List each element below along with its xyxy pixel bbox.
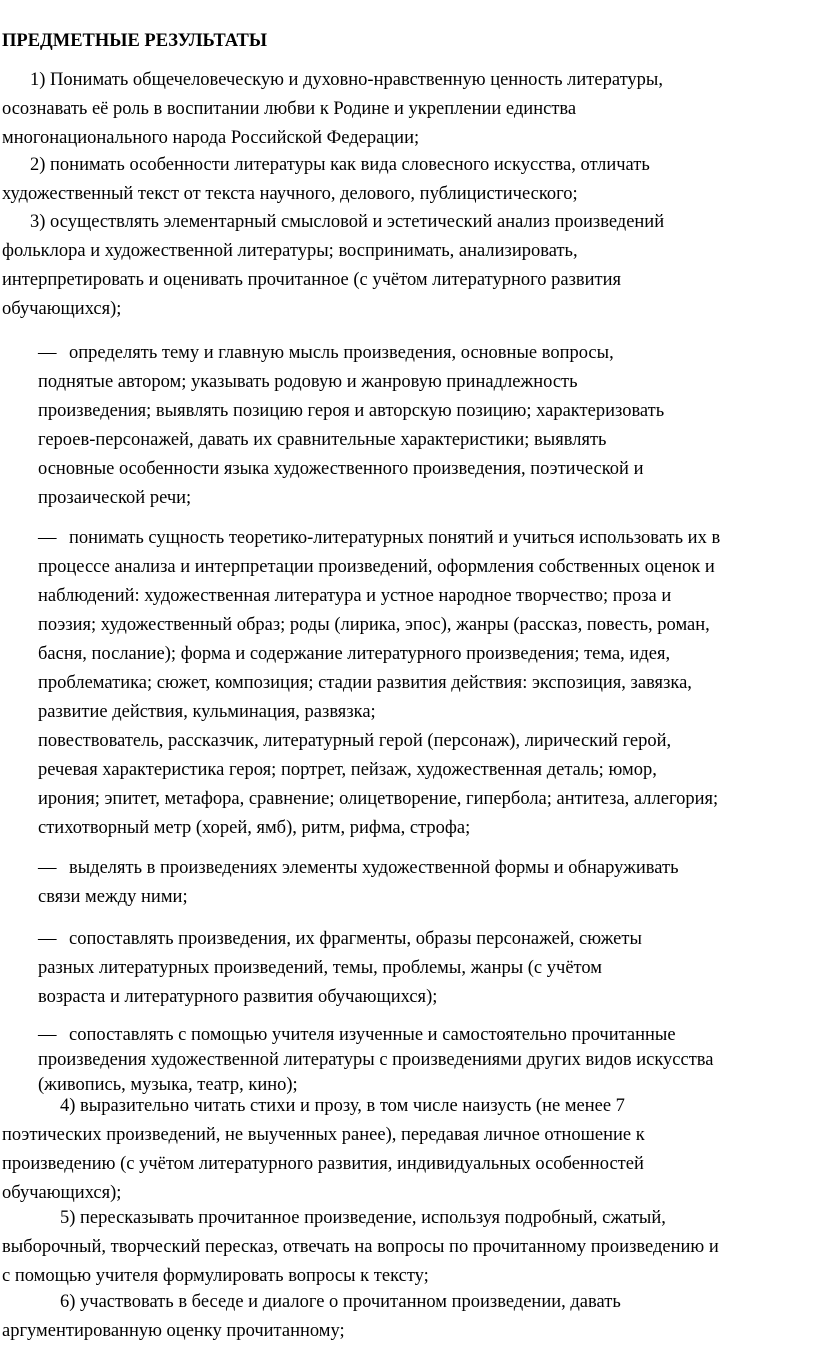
- bullet-line: возраста и литературного развития обучающихся);: [38, 987, 438, 1007]
- bullet-line: выделять в произведениях элементы художественной формы и обнаруживать: [69, 858, 679, 878]
- paragraph-line: с помощью учителя формулировать вопросы к тексту;: [2, 1266, 429, 1286]
- bullet-line: связи между ними;: [38, 887, 188, 907]
- paragraph-line: 6) участвовать в беседе и диалоге о прочитанном произведении, давать: [60, 1292, 621, 1312]
- paragraph-2: [2, 151, 814, 209]
- bullet-line: процессе анализа и интерпретации произведений, оформления собственных оценок и: [38, 557, 715, 577]
- dash-marker: —: [38, 929, 57, 949]
- paragraph-3: [2, 208, 814, 324]
- bullet-item-3: [38, 854, 814, 912]
- paragraph-line: поэтических произведений, не выученных ранее), передавая личное отношение к: [2, 1125, 645, 1145]
- bullet-line: сопоставлять с помощью учителя изученные и самостоятельно прочитанные: [69, 1025, 676, 1045]
- paragraph-line: обучающихся);: [2, 1183, 122, 1203]
- paragraph-4: [2, 1092, 814, 1208]
- bullet-item-2: [38, 524, 814, 843]
- paragraph-line: обучающихся);: [2, 299, 122, 319]
- bullet-line: повествователь, рассказчик, литературный герой (персонаж), лирический герой,: [38, 731, 672, 751]
- bullet-line: произведения; выявлять позицию героя и авторскую позицию; характеризовать: [38, 401, 665, 421]
- bullet-item-5: [38, 1021, 814, 1096]
- bullet-line: развитие действия, кульминация, развязка;: [38, 702, 376, 722]
- dash-marker: —: [38, 858, 57, 878]
- bullet-line: поднятые автором; указывать родовую и жанровую принадлежность: [38, 372, 578, 392]
- paragraph-line: осознавать её роль в воспитании любви к Родине и укреплении единства: [2, 99, 577, 119]
- bullet-line: стихотворный метр (хорей, ямб), ритм, рифма, строфа;: [38, 818, 471, 838]
- paragraph-line: 3) осуществлять элементарный смысловой и эстетический анализ произведений: [30, 212, 665, 232]
- dash-marker: —: [38, 343, 57, 363]
- paragraph-line: 1) Понимать общечеловеческую и духовно-нравственную ценность литературы,: [30, 70, 663, 90]
- bullet-line: проблематика; сюжет, композиция; стадии развития действия: экспозиция, завязка,: [38, 673, 692, 693]
- paragraph-line: художественный текст от текста научного, делового, публицистического;: [2, 184, 578, 204]
- bullet-line: речевая характеристика героя; портрет, пейзаж, художественная деталь; юмор,: [38, 760, 657, 780]
- bullet-line: (живопись, музыка, театр, кино);: [38, 1075, 298, 1095]
- bullet-line: сопоставлять произведения, их фрагменты, образы персонажей, сюжеты: [69, 929, 642, 949]
- bullet-line: определять тему и главную мысль произведения, основные вопросы,: [69, 343, 614, 363]
- bullet-item-4: [38, 925, 814, 1012]
- paragraph-1: [2, 66, 814, 153]
- dash-marker: —: [38, 528, 57, 548]
- paragraph-line: 2) понимать особенности литературы как вида словесного искусства, отличать: [30, 155, 650, 175]
- paragraph-line: 5) пересказывать прочитанное произведение, используя подробный, сжатый,: [60, 1208, 666, 1228]
- bullet-line: основные особенности языка художественного произведения, поэтической и: [38, 459, 644, 479]
- paragraph-line: интерпретировать и оценивать прочитанное (с учётом литературного развития: [2, 270, 622, 290]
- bullet-line: героев-персонажей, давать их сравнительные характеристики; выявлять: [38, 430, 607, 450]
- bullet-line: поэзия; художественный образ; роды (лирика, эпос), жанры (рассказ, повесть, роман,: [38, 615, 710, 635]
- bullet-line: басня, послание); форма и содержание литературного произведения; тема, идея,: [38, 644, 671, 664]
- paragraph-line: 4) выразительно читать стихи и прозу, в том числе наизусть (не менее 7: [60, 1096, 625, 1116]
- bullet-line: ирония; эпитет, метафора, сравнение; олицетворение, гипербола; антитеза, аллегория;: [38, 789, 719, 809]
- bullet-item-1: [38, 339, 814, 513]
- dash-marker: —: [38, 1025, 57, 1045]
- bullet-line: прозаической речи;: [38, 488, 192, 508]
- paragraph-6: [2, 1288, 814, 1346]
- paragraph-line: многонационального народа Российской Федерации;: [2, 128, 420, 148]
- page-title: ПРЕДМЕТНЫЕ РЕЗУЛЬТАТЫ: [2, 31, 268, 51]
- bullet-line: понимать сущность теоретико-литературных понятий и учиться использовать их в: [69, 528, 721, 548]
- bullet-line: произведения художественной литературы с произведениями других видов искусства: [38, 1050, 714, 1070]
- paragraph-line: произведению (с учётом литературного развития, индивидуальных особенностей: [2, 1154, 644, 1174]
- bullet-line: разных литературных произведений, темы, проблемы, жанры (с учётом: [38, 958, 602, 978]
- paragraph-5: [2, 1204, 814, 1291]
- paragraph-line: фольклора и художественной литературы; воспринимать, анализировать,: [2, 241, 578, 261]
- bullet-line: наблюдений: художественная литература и устное народное творчество; проза и: [38, 586, 672, 606]
- paragraph-line: аргументированную оценку прочитанному;: [2, 1321, 345, 1341]
- paragraph-line: выборочный, творческий пересказ, отвечать на вопросы по прочитанному произведению и: [2, 1237, 719, 1257]
